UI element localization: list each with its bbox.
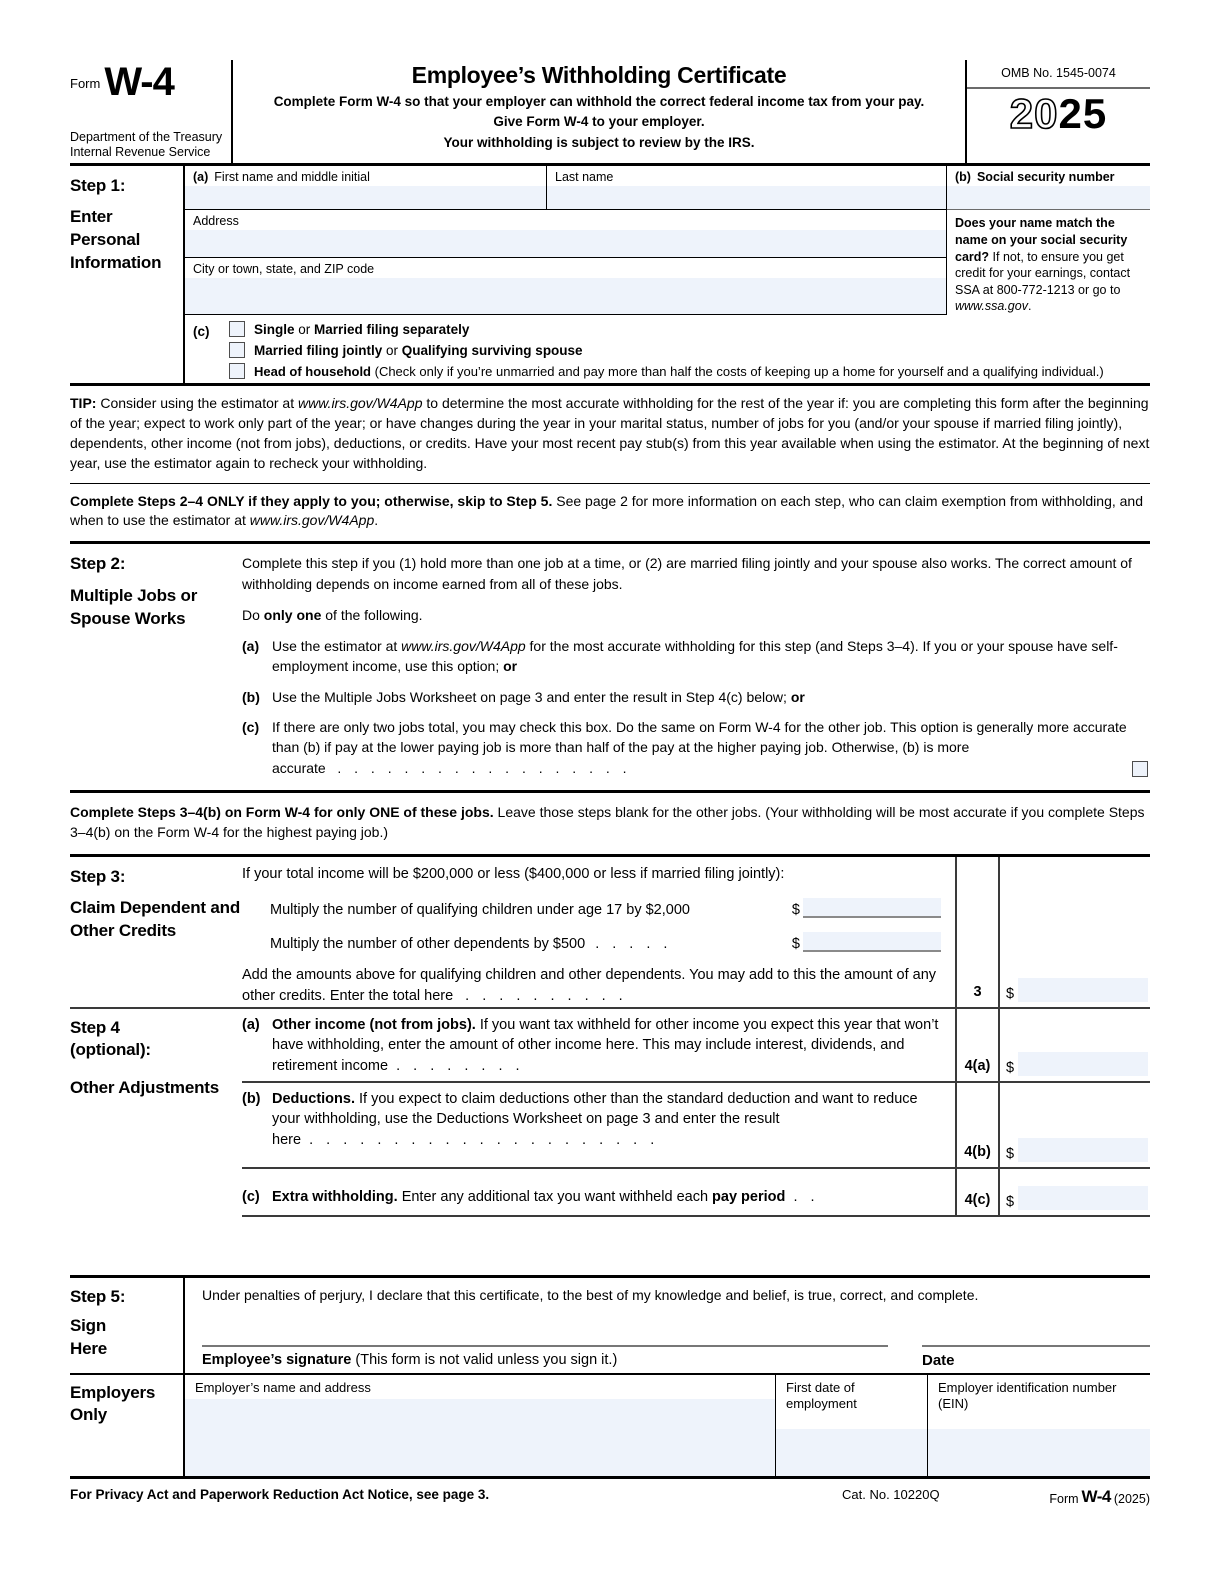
step3-row-number: 3 xyxy=(955,857,1000,1007)
step2-do-only-one: Do only one of the following. xyxy=(242,606,423,623)
ssn-label: Social security number xyxy=(976,170,1115,184)
page-title: Employee’s Withholding Certificate xyxy=(411,62,787,88)
step4b-row: (b) Deductions. If you expect to claim deductions other than the standard deduction and want to reduce your withholding, use the Deductions Worksheet on page 3 and enter the result here . . . . . . . . . . . . . . . . . . . . . 4(b) $ xyxy=(242,1083,1150,1169)
w4app-link: www.irs.gov/W4App xyxy=(298,395,423,411)
step1-subheading: Enter Personal Information xyxy=(70,206,162,272)
step3-total-line: Add the amounts above for qualifying children and other dependents. You may add to this the amount of any other credits. Enter the total here . . . . . . . . . . xyxy=(242,966,937,1004)
ssa-gov-link: www.ssa.gov xyxy=(955,299,1028,314)
title-block xyxy=(233,60,967,163)
step3-subheading: Claim Dependent and Other Credits xyxy=(70,898,241,941)
step4a-other-income-input[interactable] xyxy=(1018,1052,1148,1076)
step3-intro: If your total income will be $200,000 or less ($400,000 or less if married filing jointly): xyxy=(242,865,785,882)
dollar-sign: $ xyxy=(1006,985,1015,1002)
step3-total-input[interactable] xyxy=(1018,978,1148,1002)
last-name-input[interactable] xyxy=(547,186,946,209)
step4a-row-number: 4(a) xyxy=(955,1009,1000,1081)
employer-name-address-input[interactable] xyxy=(185,1399,775,1476)
step1b-tag: (b) xyxy=(955,170,971,184)
city-input[interactable] xyxy=(185,278,946,314)
step4-heading: Step 4 (optional): xyxy=(70,1017,151,1060)
first-date-of-employment-input[interactable] xyxy=(776,1429,927,1475)
step1c-tag: (c) xyxy=(193,324,210,339)
tax-year xyxy=(967,89,1150,139)
step4c-row-number: 4(c) xyxy=(955,1169,1000,1215)
omb-number: OMB No. 1545-0074 xyxy=(967,60,1150,89)
step3-children-line: Multiply the number of qualifying children under age 17 by $2,000 $ xyxy=(242,898,941,918)
step2-heading: Step 2: xyxy=(70,554,126,574)
step4-subheading: Other Adjustments xyxy=(70,1078,219,1098)
omb-year-block xyxy=(967,60,1150,163)
steps-2-4-note: Complete Steps 2–4 ONLY if they apply to you; otherwise, skip to Step 5. See page 2 for more information on each step, who can claim exemption from withholding, and when to use the estimator at www.irs.gov/W4App. xyxy=(70,484,1150,545)
signature-date-field[interactable] xyxy=(922,1345,1150,1347)
address-label: Address xyxy=(193,214,239,229)
subtitle-2: Give Form W-4 to your employer. xyxy=(493,114,705,130)
step5-subheading: Sign Here xyxy=(70,1316,108,1359)
two-jobs-checkbox[interactable] xyxy=(1132,761,1148,777)
form-word: Form xyxy=(70,76,101,91)
step2-intro: Complete this step if you (1) hold more than one job at a time, or (2) are married filing jointly and your spouse also works. The correct amount of withholding depends on income earned from all of these jobs. xyxy=(242,555,1132,592)
step2-option-b: (b) Use the Multiple Jobs Worksheet on page 3 and enter the result in Step 4(c) below; or xyxy=(242,688,805,705)
first-name-label: First name and middle initial xyxy=(214,170,370,184)
step4c-row: (c) Extra withholding. Enter any additional tax you want withheld each pay period . . 4(c) $ xyxy=(242,1169,1150,1217)
dollar-sign: $ xyxy=(791,935,800,952)
footer-form-id: Form W-4 (2025) xyxy=(1049,1486,1150,1506)
step2-option-c: (c) If there are only two jobs total, you may check this box. Do the same on Form W-4 for the other job. This option is generally more accurate than (b) if pay at the lower paying job is more than half of the pay at the higher paying job. Otherwise, (b) is more accurate . . . . . . . . . . . . . . . . . . xyxy=(242,717,1150,778)
step4a-row: (a) Other income (not from jobs). If you want tax withheld for other income you expect this year that won’t have withholding, enter the amount of other income here. This may include interest, dividends, and retirement income . . . . . . . . 4(a) $ xyxy=(242,1009,1150,1083)
catalog-number: Cat. No. 10220Q xyxy=(842,1486,940,1502)
step3-dependents-line: Multiply the number of other dependents by $500 . . . . . $ xyxy=(242,932,941,952)
step1-label xyxy=(70,166,183,383)
step1a-tag: (a) xyxy=(193,170,209,184)
dept-line-2: Internal Revenue Service xyxy=(70,145,211,160)
employee-signature-field[interactable] xyxy=(202,1345,888,1347)
other-dependents-amount-input[interactable] xyxy=(803,932,941,952)
married-jointly-checkbox[interactable] xyxy=(229,342,245,358)
filing-option-single: Single or Married filing separately xyxy=(229,321,1150,337)
tax-year-solid: 25 xyxy=(1058,90,1108,137)
filing-option-head-of-household: Head of household (Check only if you’re unmarried and pay more than half the costs of keeping up a home for yourself and a qualifying individual.) xyxy=(229,363,1150,379)
subtitle-3: Your withholding is subject to review by the IRS. xyxy=(443,134,755,150)
steps-3-4b-note: Complete Steps 3–4(b) on Form W-4 for only ONE of these jobs. Leave those steps blank for the other jobs. (Your withholding will be most accurate if you complete Steps 3–4(b) on the Form W-4 for the highest paying job.) xyxy=(70,793,1150,857)
form-number: W-4 xyxy=(104,60,174,104)
page-footer xyxy=(70,1479,1150,1507)
qualifying-children-amount-input[interactable] xyxy=(803,898,941,918)
form-header xyxy=(70,60,1150,166)
perjury-statement: Under penalties of perjury, I declare that this certificate, to the best of my knowledge and belief, is true, correct, and complete. xyxy=(202,1286,979,1303)
first-date-label: First date of employment xyxy=(786,1379,857,1412)
employers-only-section xyxy=(70,1373,1150,1479)
step2-section xyxy=(70,544,1150,793)
dollar-sign: $ xyxy=(1006,1193,1015,1210)
step4b-row-number: 4(b) xyxy=(955,1083,1000,1167)
dollar-sign: $ xyxy=(791,901,800,918)
step5-heading: Step 5: xyxy=(70,1286,126,1306)
step2-subheading: Multiple Jobs or Spouse Works xyxy=(70,586,198,629)
first-name-input[interactable] xyxy=(185,186,546,209)
form-id-block xyxy=(70,60,233,163)
ssn-input[interactable] xyxy=(947,186,1150,209)
dollar-sign: $ xyxy=(1006,1059,1015,1076)
filing-option-married-jointly: Married filing jointly or Qualifying surviving spouse xyxy=(229,342,1150,358)
single-checkbox[interactable] xyxy=(229,321,245,337)
tip-paragraph: TIP: Consider using the estimator at www.irs.gov/W4App to determine the most accurate withholding for the rest of the year if: you are completing this form after the beginning of the year; expect to work only part of the year; or have changes during the year in your marital status, number of jobs for you (and/or your spouse if married filing jointly), dependents, other income (not from jobs), deductions, or credits. Have your most recent pay stub(s) from this year available when using the estimator. At the beginning of next year, use the estimator again to recheck your withholding. xyxy=(70,386,1150,484)
ein-input[interactable] xyxy=(928,1429,1150,1475)
ein-label: Employer identification number (EIN) xyxy=(938,1379,1117,1412)
step4-section xyxy=(70,1009,1150,1217)
subtitle-1: Complete Form W-4 so that your employer can withhold the correct federal income tax from your pay. xyxy=(273,94,925,109)
dept-line-1: Department of the Treasury xyxy=(70,129,223,144)
step4c-extra-withholding-input[interactable] xyxy=(1018,1186,1148,1210)
step3-section xyxy=(70,857,1150,1009)
ssa-name-match-note: Does your name match the name on your social security card? If not, to ensure you get credit for your earnings, contact SSA at 800-772-1213 or go to www.ssa.gov. xyxy=(955,216,1131,314)
filing-status-group xyxy=(185,315,1150,383)
step5-section: Step 5: Sign Here Under penalties of perjury, I declare that this certificate, to the best of my knowledge and belief, is true, correct, and complete. Employee’s signature (This form is not valid unless you sign it.) Date xyxy=(70,1275,1150,1373)
employer-name-label: Employer’s name and address xyxy=(195,1379,371,1395)
step4b-deductions-input[interactable] xyxy=(1018,1138,1148,1162)
employers-only-heading: Employers Only xyxy=(70,1382,156,1425)
privacy-act-notice: For Privacy Act and Paperwork Reduction Act Notice, see page 3. xyxy=(70,1486,490,1502)
step2-option-a: (a) Use the estimator at www.irs.gov/W4App for the most accurate withholding for this step (and Steps 3–4). If you or your spouse have self-employment income, use this option; or xyxy=(242,638,1118,675)
head-of-household-checkbox[interactable] xyxy=(229,363,245,379)
step1-content xyxy=(183,166,1150,383)
dollar-sign: $ xyxy=(1006,1145,1015,1162)
step1-heading: Step 1: xyxy=(70,176,126,195)
department-lines xyxy=(70,130,225,161)
last-name-label: Last name xyxy=(555,170,614,184)
w4app-link-3: www.irs.gov/W4App xyxy=(401,638,526,655)
date-label: Date xyxy=(922,1351,955,1369)
step3-heading: Step 3: xyxy=(70,866,126,886)
tax-year-outline: 20 xyxy=(1009,90,1059,137)
w4app-link-2: www.irs.gov/W4App xyxy=(249,512,375,529)
city-label: City or town, state, and ZIP code xyxy=(193,262,375,277)
step1-section xyxy=(70,166,1150,386)
address-input[interactable] xyxy=(185,230,946,257)
